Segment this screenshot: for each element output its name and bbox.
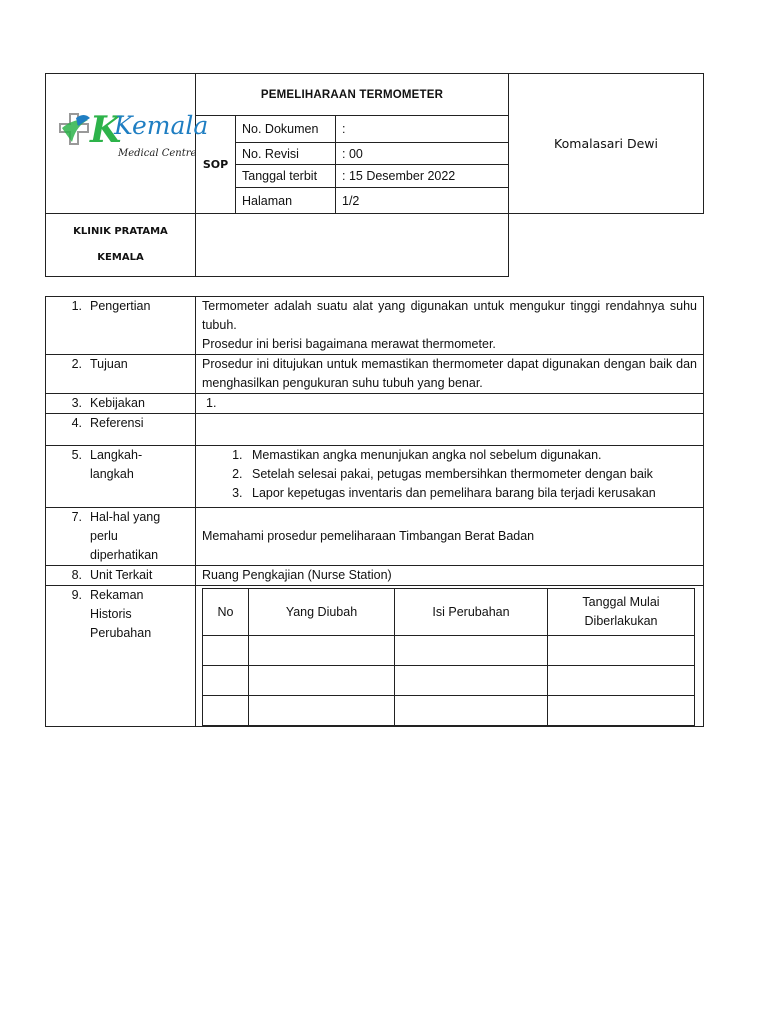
row-label: Langkah-langkah [90, 448, 143, 481]
info-value-tanggal: : 15 Desember 2022 [336, 165, 509, 188]
info-label-revisi: No. Revisi [236, 143, 336, 165]
svg-text:Medical Centre [117, 148, 197, 159]
row-number: 9. [71, 588, 82, 602]
svg-text:Kemala [113, 111, 208, 140]
row-label: Unit Terkait [90, 568, 153, 582]
document-title: PEMELIHARAAN TERMOMETER [196, 74, 509, 116]
info-value-halaman: 1/2 [336, 188, 509, 214]
logo-k: K [90, 109, 122, 151]
history-header-tanggal: Tanggal Mulai Diberlakukan [548, 589, 695, 636]
kebijakan-text: 1. [206, 396, 217, 410]
history-row [203, 696, 695, 726]
row-label: Tujuan [90, 357, 128, 371]
row-label: Hal-hal yang perlu diperhatikan [90, 510, 161, 562]
row-number: 1. [71, 299, 82, 313]
step-item: 2. Setelah selesai pakai, petugas membersihkan thermometer dengan baik [246, 465, 697, 484]
history-table [202, 588, 695, 726]
row-pengertian [46, 297, 704, 355]
pengertian-text-2: Prosedur ini berisi bagaimana merawat thermometer. [202, 337, 496, 351]
info-value-dokumen: : [336, 116, 509, 143]
clinic-line-1: KLINIK PRATAMA [73, 226, 168, 237]
info-value-revisi: : 00 [336, 143, 509, 165]
info-label-dokumen: No. Dokumen [236, 116, 336, 143]
clinic-line-2: KEMALA [97, 252, 144, 263]
step-item: 3. Lapor kepetugas inventaris dan pemelihara barang bila terjadi kerusakan [246, 484, 697, 503]
row-number: 7. [71, 510, 82, 524]
hal-text: Memahami prosedur pemeliharaan Timbangan Berat Badan [202, 529, 535, 543]
row-referensi [46, 414, 704, 446]
history-row [203, 636, 695, 666]
history-header-isi: Isi Perubahan [395, 589, 548, 636]
unit-text: Ruang Pengkajian (Nurse Station) [202, 568, 392, 582]
info-label-tanggal: Tanggal terbit [236, 165, 336, 188]
cross-emblem-icon [60, 114, 90, 144]
row-number: 3. [71, 396, 82, 410]
row-kebijakan [46, 394, 704, 414]
info-label-halaman: Halaman [236, 188, 336, 214]
tujuan-text: Prosedur ini ditujukan untuk memastikan thermometer dapat digunakan dengan baik dan menghasilkan pengukuran suhu tubuh yang benar. [202, 357, 697, 390]
row-langkah [46, 446, 704, 508]
history-header-diubah: Yang Diubah [249, 589, 395, 636]
steps-list [202, 446, 697, 503]
row-number: 8. [71, 568, 82, 582]
logo-brand: Kemala [114, 111, 209, 140]
row-number: 2. [71, 357, 82, 371]
row-label: Pengertian [90, 299, 151, 313]
row-hal [46, 508, 704, 566]
logo-cell [46, 74, 209, 214]
author-name: Komalasari Dewi [509, 74, 704, 214]
row-unit [46, 566, 704, 586]
pengertian-text: Termometer adalah suatu alat yang digunakan untuk mengukur tinggi rendahnya suhu tubuh. [202, 299, 697, 332]
row-rekaman [46, 586, 704, 727]
row-number: 4. [71, 416, 82, 430]
sop-header-table [45, 73, 704, 277]
clinic-name [46, 214, 196, 277]
empty-cell [196, 214, 509, 277]
step-item: 1. Memastikan angka menunjukan angka nol sebelum digunakan. [246, 446, 697, 465]
kemala-logo [46, 74, 209, 208]
history-row [203, 666, 695, 696]
history-header-no: No [203, 589, 249, 636]
row-label: Rekaman Historis Perubahan [90, 588, 152, 640]
logo-sub: Medical Centre [118, 148, 197, 159]
row-label: Referensi [90, 416, 144, 430]
row-tujuan [46, 355, 704, 394]
row-label: Kebijakan [90, 396, 145, 410]
sop-label: SOP [196, 116, 236, 214]
row-number: 5. [71, 448, 82, 462]
sop-content-table [45, 296, 704, 727]
